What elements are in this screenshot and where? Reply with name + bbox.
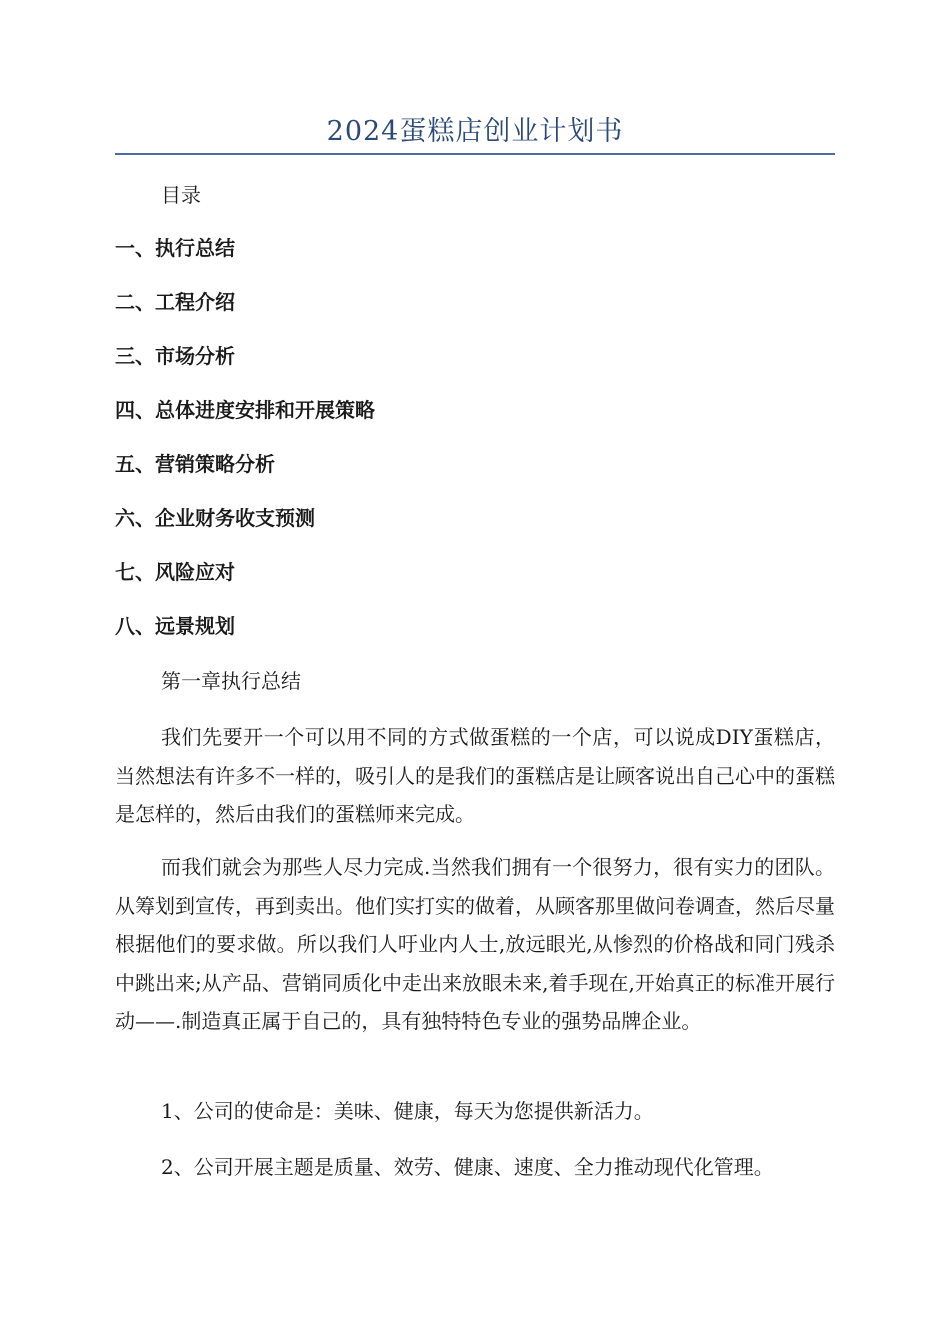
theme-paragraph: 2、公司开展主题是质量、效劳、健康、速度、全力推动现代化管理。	[161, 1155, 774, 1179]
toc-item-2: 二、工程介绍	[115, 290, 235, 314]
body-paragraph-2: 而我们就会为那些人尽力完成.当然我们拥有一个很努力，很有实力的团队。从筹划到宣传，再到卖出。他们实打实的做着，从顾客那里做问卷调查，然后尽量根据他们的要求做。所以我们人吁业内人士,放远眼光,从惨烈的价格战和同门残杀中跳出来;从产品、营销同质化中走出来放眼未来,着手现在,开始真正的标准开展行动——.制造真正属于自己的，具有独特特色专业的强势品牌企业。	[115, 855, 835, 1033]
toc-item-7: 七、风险应对	[115, 560, 235, 584]
mission-paragraph: 1、公司的使命是：美味、健康，每天为您提供新活力。	[161, 1099, 654, 1123]
toc-item-3: 三、市场分析	[115, 344, 235, 368]
toc-label: 目录	[161, 183, 201, 207]
toc-item-6: 六、企业财务收支预测	[115, 506, 315, 530]
toc-item-4: 四、总体进度安排和开展策略	[115, 398, 375, 422]
toc-item-8: 八、远景规划	[115, 614, 235, 638]
document-title: 2024蛋糕店创业计划书	[326, 116, 624, 147]
body-paragraph-1: 我们先要开一个可以用不同的方式做蛋糕的一个店，可以说成DIY蛋糕店，当然想法有许多不一样的，吸引人的是我们的蛋糕店是让顾客说出自己心中的蛋糕是怎样的，然后由我们的蛋糕师来完成。	[115, 725, 835, 826]
chapter-heading: 第一章执行总结	[161, 669, 301, 693]
toc-item-1: 一、执行总结	[115, 236, 235, 260]
toc-item-5: 五、营销策略分析	[115, 452, 275, 476]
table-of-contents	[115, 233, 375, 665]
title-underline	[115, 153, 835, 155]
